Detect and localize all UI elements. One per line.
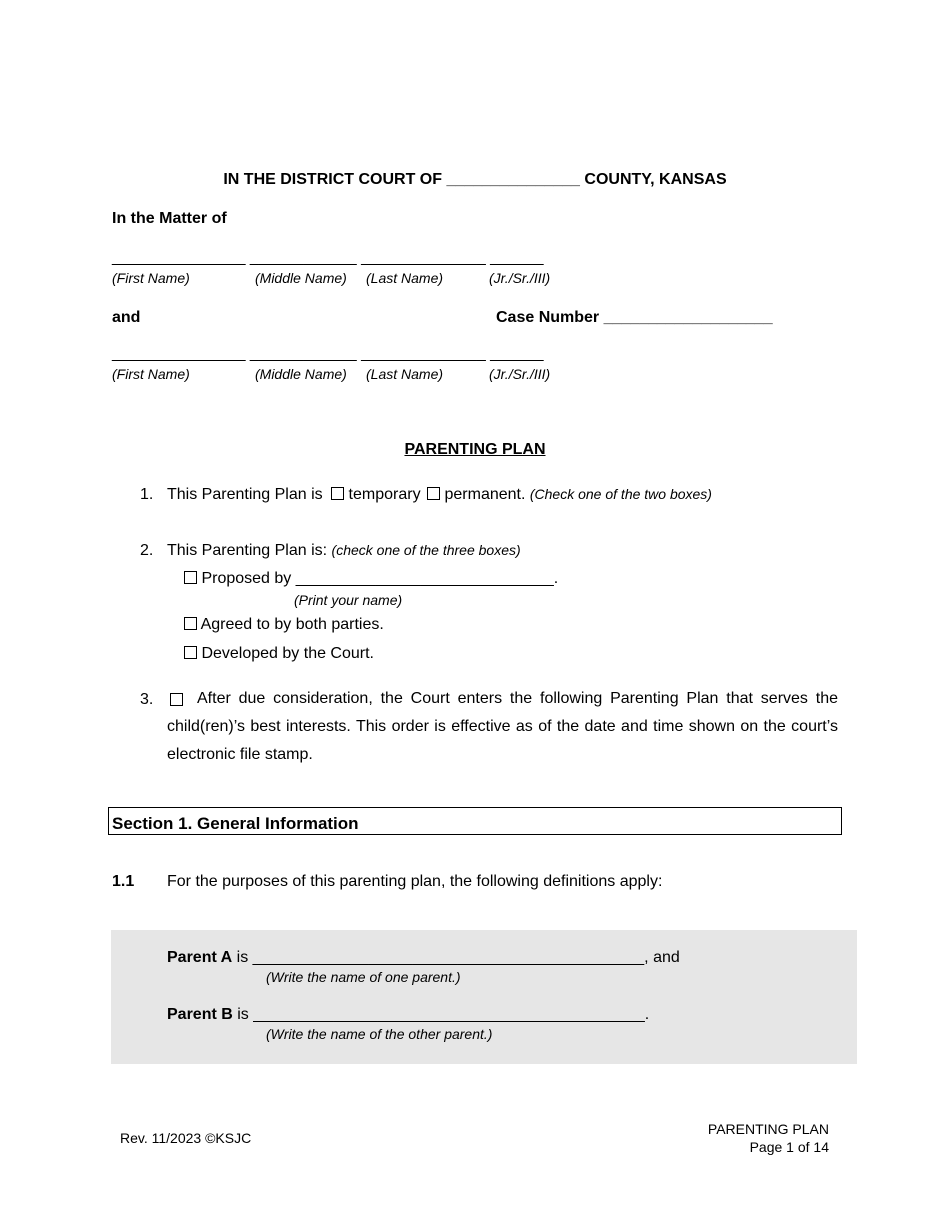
parent-a-row[interactable] (167, 949, 680, 967)
party1-name-line[interactable]: _______________ ____________ ______________ ______ (112, 249, 544, 266)
document-title: PARENTING PLAN (404, 441, 546, 458)
parent-a-field[interactable]: is ____________________________________________, and (232, 949, 680, 966)
item1-hint: (Check one of the two boxes) (529, 486, 712, 502)
case-number-field[interactable]: Case Number ___________________ (496, 309, 773, 326)
developed-checkbox[interactable] (184, 646, 197, 659)
parent-b-field[interactable]: is ____________________________________________. (232, 1006, 650, 1023)
item1-row (167, 486, 712, 504)
agreed-label: Agreed to by both parties. (200, 616, 384, 633)
developed-label: Developed by the Court. (201, 645, 374, 662)
parent-b-label: Parent B (167, 1006, 233, 1023)
item2-hint: (check one of the three boxes) (331, 542, 521, 558)
item2-number: 2. (140, 542, 154, 559)
item2-row (167, 542, 521, 560)
proposed-row (184, 570, 558, 588)
footer-page-number: Page 1 of 14 (749, 1139, 829, 1155)
item3-number: 3. (140, 691, 154, 708)
party2-last-name-label: (Last Name) (366, 366, 444, 382)
item1-lead: This Parenting Plan is (167, 486, 323, 503)
print-name-hint: (Print your name) (294, 592, 403, 608)
parent-a-label: Parent A (167, 949, 233, 966)
proposed-checkbox[interactable] (184, 571, 197, 584)
court-heading: IN THE DISTRICT COURT OF _______________ COUNTY, KANSAS (223, 171, 727, 188)
parent-b-row[interactable] (167, 1006, 649, 1024)
permanent-checkbox[interactable] (427, 487, 440, 500)
footer-revision: Rev. 11/2023 ©KSJC (120, 1130, 252, 1146)
party1-suffix-label: (Jr./Sr./III) (489, 270, 551, 286)
temporary-label: temporary (348, 486, 421, 503)
section1-title: Section 1. General Information (112, 814, 359, 833)
party2-suffix-label: (Jr./Sr./III) (489, 366, 551, 382)
item3-text: After due consideration, the Court enters the following Parenting Plan that serves the child(ren)’s best interests. This order is effective as of the date and time shown on the court’s electronic file stamp. (167, 690, 838, 763)
footer-document-name: PARENTING PLAN (707, 1121, 829, 1137)
party2-middle-name-label: (Middle Name) (255, 366, 347, 382)
agreed-checkbox[interactable] (184, 617, 197, 630)
in-matter-of-label: In the Matter of (112, 210, 227, 227)
developed-row (184, 645, 374, 663)
party1-first-name-label: (First Name) (112, 270, 190, 286)
permanent-label: permanent. (444, 486, 526, 503)
item2-lead: This Parenting Plan is: (167, 542, 328, 559)
item1-1-number: 1.1 (112, 873, 135, 890)
item1-1-text: For the purposes of this parenting plan, the following definitions apply: (167, 873, 663, 890)
party2-first-name-label: (First Name) (112, 366, 190, 382)
party2-name-line[interactable]: _______________ ____________ ______________ ______ (112, 345, 544, 362)
parent-a-hint: (Write the name of one parent.) (266, 969, 461, 985)
and-label: and (112, 309, 141, 326)
parent-b-hint: (Write the name of the other parent.) (266, 1026, 493, 1042)
item1-number: 1. (140, 486, 154, 503)
party1-middle-name-label: (Middle Name) (255, 270, 347, 286)
proposed-label[interactable]: Proposed by _____________________________. (201, 570, 559, 587)
temporary-checkbox[interactable] (331, 487, 344, 500)
agreed-row (184, 616, 384, 634)
party1-last-name-label: (Last Name) (366, 270, 444, 286)
